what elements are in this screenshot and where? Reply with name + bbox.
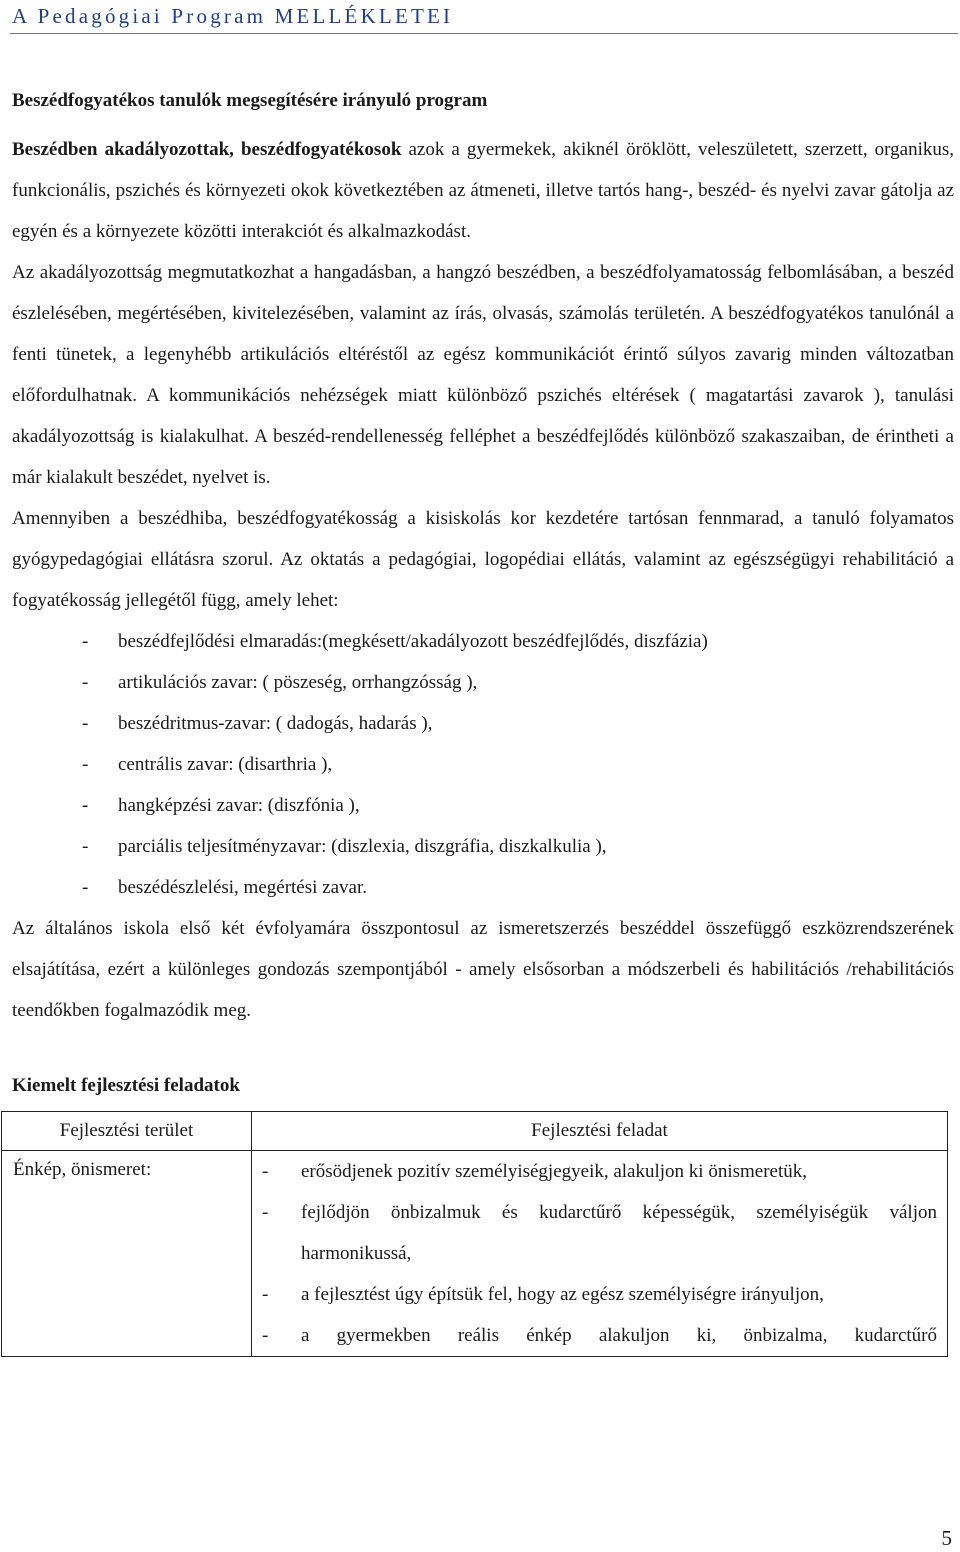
paragraph-care: Amennyiben a beszédhiba, beszédfogyatékosság a kisiskolás kor kezdetére tartósan fennmarad, a tanuló folyamatos gyógypedagógiai ellátásra szorul. Az oktatás a pedagógiai, logopédiai ellátás, valamint az egészségügyi rehabilitáció a fogyatékosság jellegétől függ, amely lehet:: [12, 508, 954, 611]
list-item: - hangképzési zavar: (diszfónia ),: [12, 785, 954, 826]
header-divider: [10, 33, 958, 34]
column-header-task: Fejlesztési feladat: [252, 1112, 948, 1151]
list-item: - a gyermekben reális énkép alakuljon ki, önbizalma, kudarctűrő: [252, 1315, 947, 1356]
column-header-area: Fejlesztési terület: [2, 1112, 252, 1151]
list-item: - centrális zavar: (disarthria ),: [12, 744, 954, 785]
dash-marker: -: [82, 836, 89, 857]
dash-marker: -: [262, 1202, 269, 1223]
dash-marker: -: [82, 754, 89, 775]
dash-marker: -: [82, 795, 89, 816]
dash-marker: -: [262, 1161, 269, 1182]
table-row: [2, 1151, 948, 1357]
paragraph-definition: [12, 129, 954, 252]
task-cell: [252, 1151, 948, 1357]
page-header: A Pedagógiai Program MELLÉKLETEI: [12, 4, 454, 28]
list-item: - erősödjenek pozitív személyiségjegyeik, alakuljon ki önismeretük,: [252, 1151, 947, 1192]
dash-marker: -: [262, 1284, 269, 1305]
area-cell: Énkép, önismeret:: [2, 1151, 252, 1357]
dash-marker: -: [82, 631, 89, 652]
paragraph-symptoms: Az akadályozottság megmutatkozhat a hangadásban, a hangzó beszédben, a beszédfolyamatosság felbomlásában, a beszéd észlelésében, megértésében, kivitelezésében, valamint az írás, olvasás, számolás területén. A beszédfogyatékos tanulónál a fenti tünetek, a legenyhébb artikulációs eltéréstől az egész kommunikációt érintő súlyos zavarig minden változatban előfordulhatnak. A kommunikációs nehézségek miatt különböző pszichés eltérések ( magatartási zavarok ), tanulási akadályozottság is kialakulhat. A beszéd-rendellenesség felléphet a beszédfejlődés különböző szakaszaiban, de érintheti a már kialakult beszédet, nyelvet is.: [12, 262, 954, 488]
list-item: - artikulációs zavar: ( pöszeség, orrhangzósság ),: [12, 662, 954, 703]
list-item: - beszédészlelési, megértési zavar.: [12, 867, 954, 908]
document-body: [12, 80, 954, 1357]
list-item: - fejlődjön önbizalmuk és kudarctűrő képességük, személyiségük váljon harmonikussá,: [252, 1192, 947, 1274]
dash-marker: -: [82, 877, 89, 898]
table-header-row: [2, 1112, 948, 1151]
tasks-title: Kiemelt fejlesztési feladatok: [12, 1075, 240, 1096]
disorder-list: [12, 621, 954, 908]
list-item: - beszédritmus-zavar: ( dadogás, hadarás ),: [12, 703, 954, 744]
paragraph-school: Az általános iskola első két évfolyamára összpontosul az ismeretszerzés beszéddel összefüggő eszközrendszerének elsajátítása, ezért a különleges gondozás szempontjából - amely elsősorban a módszerbeli és habilitációs /rehabilitációs teendőkben fogalmazódik meg.: [12, 918, 954, 1021]
dash-marker: -: [82, 713, 89, 734]
list-item: - parciális teljesítményzavar: (diszlexia, diszgráfia, diszkalkulia ),: [12, 826, 954, 867]
tasks-table: [1, 1111, 948, 1357]
list-item: - beszédfejlődési elmaradás:(megkésett/akadályozott beszédfejlődés, diszfázia): [12, 621, 954, 662]
list-item: - a fejlesztést úgy építsük fel, hogy az egész személyiségre irányuljon,: [252, 1274, 947, 1315]
dash-marker: -: [262, 1325, 269, 1346]
dash-marker: -: [82, 672, 89, 693]
definition-text: azok a gyermekek, akiknél öröklött, veleszületett, szerzett, organikus, funkcionális, pszichés és környezeti okok következtében az átmeneti, illetve tartós hang-, beszéd- és nyelvi zavar gátolja az egyén és a környezete közötti interakciót és alkalmazkodást.: [12, 139, 954, 242]
page-number: 5: [941, 1526, 952, 1550]
definition-term: Beszédben akadályozottak, beszédfogyatékosok: [12, 139, 402, 160]
section-title: Beszédfogyatékos tanulók megsegítésére irányuló program: [12, 90, 488, 111]
task-list: [252, 1151, 947, 1356]
